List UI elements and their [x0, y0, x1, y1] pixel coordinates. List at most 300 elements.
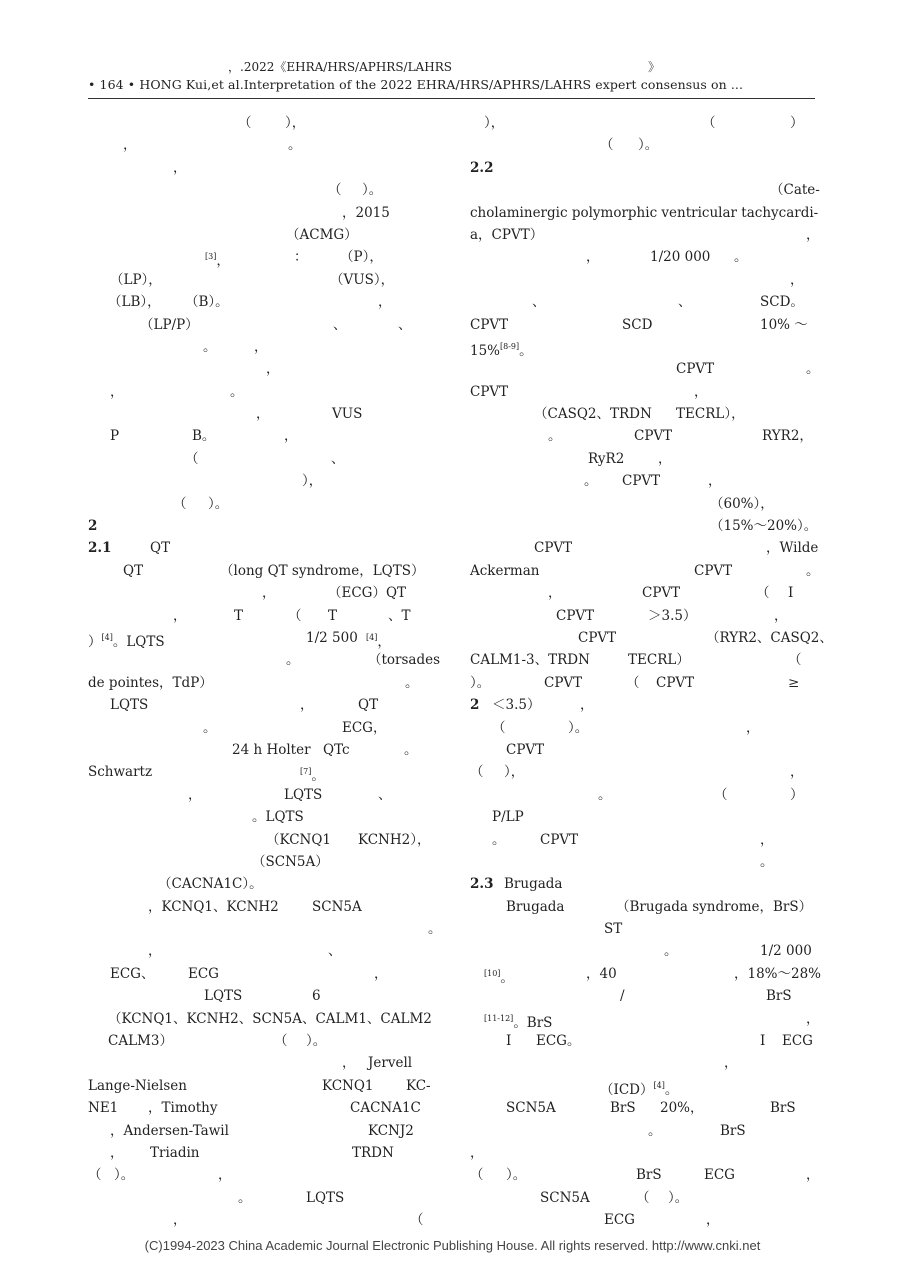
text-line	[88, 582, 436, 604]
text-line	[88, 649, 441, 671]
text-fragment: LQTS	[306, 1189, 345, 1206]
text-fragment: ，	[586, 249, 600, 266]
text-line	[88, 985, 436, 1007]
text-fragment: （	[88, 1167, 102, 1184]
text-fragment: ，	[110, 383, 124, 400]
text-fragment: SCD。	[760, 294, 804, 311]
text-fragment: ，	[706, 1212, 720, 1229]
text-line	[470, 761, 815, 783]
text-fragment: ，2015	[342, 204, 390, 221]
text-fragment: ECG。	[536, 1033, 581, 1050]
text-fragment: （torsades	[368, 652, 441, 669]
text-line	[88, 1008, 436, 1030]
text-fragment: QTc	[323, 741, 350, 758]
header-rule	[88, 98, 815, 99]
text-fragment: SCN5A	[312, 898, 362, 915]
text-fragment: （	[788, 652, 802, 669]
text-line	[88, 1120, 436, 1142]
text-fragment: ，	[173, 607, 187, 624]
text-fragment: ，	[300, 697, 314, 714]
text-fragment: BrS	[636, 1167, 662, 1184]
text-fragment: CPVT	[506, 741, 545, 758]
text-fragment: 。	[598, 786, 612, 803]
text-line	[470, 358, 820, 380]
text-fragment: 。	[203, 719, 217, 736]
text-fragment: LQTS	[110, 697, 149, 714]
text-fragment: ，	[374, 965, 388, 982]
text-fragment: 1/2 500	[306, 629, 358, 646]
text-line	[88, 1164, 436, 1186]
text-fragment: TECRL），	[676, 406, 745, 423]
text-fragment: Brugada	[504, 876, 563, 893]
text-fragment: ，	[708, 473, 722, 490]
text-fragment: 、	[678, 294, 692, 311]
text-fragment: ）。	[208, 495, 229, 512]
text-fragment: Jervell	[368, 1055, 413, 1072]
text-fragment: ECG	[188, 965, 219, 982]
text-line	[88, 470, 436, 492]
text-line	[88, 179, 436, 201]
text-line	[88, 672, 436, 694]
text-line	[470, 851, 815, 873]
text-line	[88, 940, 436, 962]
text-fragment: （	[756, 585, 770, 602]
text-fragment: BrS	[770, 1100, 796, 1117]
text-line	[470, 605, 815, 627]
text-fragment: （	[274, 1033, 288, 1050]
text-line	[88, 269, 436, 291]
text-fragment: ，	[342, 1055, 356, 1072]
text-fragment: KCNH2），	[358, 831, 431, 848]
text-fragment: ，	[173, 1212, 187, 1229]
text-line	[470, 582, 815, 604]
text-line	[470, 246, 815, 268]
text-fragment: CPVT	[540, 831, 579, 848]
text-fragment: ，18%～28%	[734, 965, 822, 982]
text-fragment: 。	[288, 137, 302, 154]
text-fragment: （Cate-	[770, 182, 820, 199]
text-fragment: （	[470, 764, 484, 781]
text-fragment: T	[328, 607, 338, 624]
text-fragment: 。	[584, 473, 598, 490]
text-fragment: de pointes，TdP）	[88, 674, 213, 691]
text-fragment: （long QT syndrome，LQTS）	[220, 562, 425, 579]
text-fragment: ）	[790, 786, 804, 803]
text-fragment: LQTS	[284, 786, 323, 803]
text-line	[470, 202, 819, 224]
text-fragment: ，	[110, 1144, 124, 1161]
text-fragment: SCN5A	[540, 1189, 590, 1206]
text-fragment: 、T	[388, 607, 411, 624]
text-fragment: VUS	[332, 406, 363, 423]
text-fragment: ，40	[586, 965, 617, 982]
text-fragment: [10]。	[484, 968, 514, 986]
text-fragment: 。	[734, 249, 748, 266]
text-fragment: Brugada	[506, 898, 565, 915]
text-line	[88, 1052, 436, 1074]
text-fragment: ，	[256, 406, 270, 423]
text-fragment: （	[714, 786, 728, 803]
text-fragment: BrS	[610, 1100, 636, 1117]
text-fragment: I	[788, 585, 794, 602]
text-line	[470, 448, 815, 470]
text-fragment: CALM1-3、TRDN	[470, 652, 590, 669]
text-line	[470, 112, 815, 134]
text-fragment: 、	[333, 316, 347, 333]
text-fragment: QT	[358, 697, 379, 714]
text-line	[470, 896, 815, 918]
text-line	[88, 314, 436, 336]
text-fragment: P/LP	[492, 809, 524, 826]
text-fragment: （VUS），	[330, 271, 395, 288]
text-fragment: ）。	[470, 674, 491, 691]
text-fragment: ，	[148, 943, 162, 960]
text-fragment: ）。	[638, 137, 659, 154]
text-line	[470, 537, 819, 559]
text-fragment: ，KCNQ1、KCNH2	[148, 898, 279, 915]
text-fragment: ECG	[704, 1167, 735, 1184]
text-fragment: CPVT	[694, 562, 733, 579]
text-fragment: 。	[548, 428, 562, 445]
copyright-footer: (C)1994-2023 China Academic Journal Electronic Publishing House. All rights reserved. http://www.cnki.net	[144, 1238, 761, 1253]
text-fragment: （CASQ2、TRDN	[534, 406, 652, 423]
text-fragment: （	[173, 495, 187, 512]
text-fragment: （LP），	[110, 271, 162, 288]
text-line	[88, 829, 436, 851]
text-fragment: ECG，	[342, 719, 387, 736]
text-fragment: I	[506, 1033, 512, 1050]
text-fragment: ，	[266, 361, 280, 378]
text-fragment: KC-	[406, 1077, 431, 1094]
text-line	[470, 1052, 815, 1074]
text-fragment: 15%[8-9]。	[470, 341, 533, 359]
text-line	[470, 649, 815, 671]
text-fragment: 2	[470, 697, 480, 714]
text-line	[470, 918, 815, 940]
text-fragment: Ackerman	[470, 562, 540, 579]
text-fragment: （	[626, 674, 640, 691]
text-fragment: 。	[230, 383, 244, 400]
text-fragment: （SCN5A）	[252, 853, 329, 870]
text-fragment: 。	[405, 674, 419, 691]
text-fragment: BrS	[766, 988, 792, 1005]
text-line	[88, 851, 436, 873]
text-fragment: ，	[746, 719, 760, 736]
text-fragment: （15%～20%）。	[710, 518, 818, 535]
text-fragment: [7]。	[300, 767, 325, 785]
text-fragment: 1/20 000	[650, 249, 711, 266]
text-line	[88, 112, 436, 134]
text-fragment: CPVT	[578, 629, 617, 646]
text-fragment: RYR2，	[762, 428, 813, 445]
text-line	[88, 134, 436, 156]
text-line	[470, 425, 815, 447]
text-line	[470, 314, 815, 336]
text-fragment: 。LQTS	[252, 809, 304, 826]
text-line	[470, 784, 815, 806]
text-fragment: ，Timothy	[148, 1100, 218, 1117]
text-fragment: 2	[88, 518, 98, 535]
text-fragment: 。	[404, 741, 418, 758]
text-fragment: /	[620, 988, 625, 1005]
text-fragment: ）。	[568, 719, 589, 736]
text-fragment: CPVT	[642, 585, 681, 602]
text-line	[470, 381, 815, 403]
text-line	[470, 515, 818, 537]
text-fragment: ，	[218, 1167, 232, 1184]
text-line	[470, 806, 815, 828]
text-line	[88, 784, 436, 806]
text-line	[88, 1209, 436, 1231]
text-line	[88, 448, 436, 470]
text-line	[88, 493, 436, 515]
text-line	[470, 717, 815, 739]
text-fragment: （	[702, 115, 716, 131]
header-cn-right: 》	[648, 60, 661, 74]
text-fragment: T	[234, 607, 244, 624]
text-fragment: ，	[694, 383, 708, 400]
text-fragment: QT	[150, 540, 171, 557]
text-fragment: CPVT	[634, 428, 673, 445]
text-fragment: （	[185, 450, 199, 467]
text-fragment: （ECG）QT	[328, 585, 407, 602]
text-line	[470, 493, 815, 515]
text-fragment: ＞3.5）	[648, 607, 697, 624]
text-line	[470, 1187, 815, 1209]
text-fragment: 10% ～	[760, 316, 808, 333]
text-fragment: ）。	[114, 1167, 135, 1184]
text-fragment: ，	[123, 137, 137, 154]
text-line	[88, 336, 436, 358]
text-fragment: （	[328, 182, 342, 199]
text-fragment: ）。	[668, 1189, 689, 1206]
text-line	[88, 761, 436, 783]
text-fragment: ，	[173, 159, 187, 176]
text-fragment: （KCNQ1、KCNH2、SCN5A、CALM1、CALM2	[108, 1010, 432, 1027]
text-fragment: ），	[504, 764, 525, 781]
text-fragment: ，	[806, 1167, 820, 1184]
text-fragment: BrS	[720, 1122, 746, 1139]
text-line	[470, 336, 815, 358]
text-line	[88, 515, 436, 537]
right-column	[470, 112, 833, 1232]
text-fragment: （B）。	[185, 294, 229, 311]
text-line	[88, 202, 436, 224]
text-fragment: （	[636, 1189, 650, 1206]
text-line	[88, 627, 436, 649]
text-fragment: （60%），	[710, 495, 774, 512]
text-fragment: ），	[285, 115, 306, 131]
text-fragment: TECRL）	[628, 652, 690, 669]
text-fragment: [4]，	[366, 632, 391, 650]
text-fragment: KCNQ1	[322, 1077, 374, 1094]
text-fragment: 。	[428, 921, 442, 938]
text-fragment: ：	[294, 249, 308, 266]
running-header: • 164 • HONG Kui,et al.Interpretation of the 2022 EHRA/HRS/APHRS/LAHRS expert consensus on ...	[88, 77, 744, 92]
text-fragment: Triadin	[150, 1144, 200, 1161]
text-line	[470, 224, 820, 246]
left-column	[88, 112, 442, 1232]
text-line	[470, 269, 815, 291]
text-fragment: 。	[492, 831, 506, 848]
text-fragment: CPVT	[544, 674, 583, 691]
text-fragment: TRDN	[352, 1144, 394, 1161]
text-fragment: （P），	[340, 249, 383, 266]
text-fragment: ，	[284, 428, 298, 445]
text-line	[470, 291, 815, 313]
header-cn-left: ，.2022《EHRA/HRS/APHRS/LAHRS	[228, 60, 452, 74]
text-fragment: ，	[806, 226, 820, 243]
text-fragment: ，Wilde	[766, 540, 819, 557]
text-line	[470, 739, 815, 761]
text-fragment: ）。	[306, 1033, 327, 1050]
text-line	[88, 224, 436, 246]
text-line	[470, 694, 815, 716]
text-fragment: 。	[238, 1189, 252, 1206]
text-fragment: 。	[760, 853, 774, 870]
text-line	[470, 1120, 815, 1142]
text-line	[470, 627, 833, 649]
text-fragment: ECG	[782, 1033, 813, 1050]
text-line	[470, 1097, 815, 1119]
text-line	[470, 1164, 820, 1186]
text-line	[470, 470, 815, 492]
text-line	[88, 1075, 436, 1097]
text-line	[88, 717, 436, 739]
text-fragment: cholaminergic polymorphic ventricular tachycardi-	[470, 204, 819, 221]
text-fragment: ）[4]。LQTS	[88, 632, 165, 650]
text-fragment: P	[110, 428, 120, 445]
text-fragment: ），	[302, 473, 323, 490]
text-line	[470, 829, 815, 851]
text-line	[470, 1008, 820, 1031]
text-fragment: [11-12]。BrS	[484, 1013, 553, 1031]
text-fragment: Lange-Nielsen	[88, 1077, 187, 1094]
text-fragment: （ACMG）	[286, 226, 358, 243]
text-fragment: 、	[331, 450, 345, 467]
text-fragment: 、	[328, 943, 342, 960]
text-fragment: ，	[806, 1010, 820, 1027]
text-fragment: （	[470, 1167, 484, 1184]
text-line	[88, 358, 436, 380]
text-fragment: 2.2	[470, 159, 494, 176]
text-fragment: （LP/P）	[140, 316, 199, 333]
text-line	[88, 963, 436, 985]
text-fragment: ，	[790, 271, 804, 288]
text-fragment: （KCNQ1	[266, 831, 332, 848]
text-fragment: CPVT	[470, 316, 509, 333]
text-fragment: （LB），	[108, 294, 161, 311]
text-fragment: 2.1	[88, 540, 112, 557]
text-fragment: ）	[790, 115, 804, 131]
text-fragment: ，	[254, 338, 268, 355]
text-fragment: CPVT	[656, 674, 695, 691]
text-fragment: QT	[123, 562, 144, 579]
text-fragment: （Brugada syndrome，BrS）	[616, 898, 813, 915]
text-line	[470, 940, 815, 962]
text-fragment: 。	[203, 338, 217, 355]
text-fragment: （	[238, 115, 252, 131]
text-fragment: ECG	[604, 1212, 635, 1229]
text-line	[470, 134, 815, 156]
text-line	[470, 1075, 815, 1097]
text-fragment: KCNJ2	[368, 1122, 414, 1139]
text-fragment: CPVT	[676, 361, 715, 378]
text-fragment: CALM3）	[108, 1033, 173, 1050]
text-fragment: I	[760, 1033, 766, 1050]
text-line	[88, 873, 436, 895]
text-fragment: B。	[192, 428, 216, 445]
text-fragment: 2.3	[470, 876, 494, 893]
text-line	[88, 694, 436, 716]
text-fragment: RyR2	[588, 450, 625, 467]
text-line	[470, 1030, 815, 1052]
text-fragment: ，Andersen-Tawil	[110, 1122, 229, 1139]
text-line	[88, 291, 436, 313]
text-fragment: 24 h Holter	[232, 741, 311, 758]
text-fragment: CPVT	[556, 607, 595, 624]
text-fragment: CACNA1C	[350, 1100, 421, 1117]
text-fragment: SCN5A	[506, 1100, 556, 1117]
text-fragment: 1/2 000	[760, 943, 812, 960]
text-line	[88, 425, 436, 447]
text-fragment: [3]，	[205, 252, 230, 270]
text-line	[470, 672, 815, 694]
text-line	[88, 1142, 436, 1164]
text-fragment: ，	[724, 1055, 738, 1072]
text-fragment: NE1	[88, 1100, 119, 1117]
text-fragment: ，	[548, 585, 562, 602]
text-fragment: ，	[188, 786, 202, 803]
text-line	[88, 537, 436, 559]
text-line	[470, 403, 815, 425]
text-line	[88, 1030, 436, 1052]
text-line	[88, 1097, 436, 1119]
text-line	[88, 381, 436, 403]
text-fragment: ECG、	[110, 965, 155, 982]
text-fragment: 。	[806, 562, 820, 579]
text-line	[88, 739, 436, 761]
text-fragment: 、	[398, 316, 412, 333]
text-fragment: （	[600, 137, 614, 154]
text-fragment: （	[492, 719, 506, 736]
text-line	[88, 560, 436, 582]
text-fragment: （RYR2、CASQ2、	[706, 629, 833, 646]
text-fragment: 。	[648, 1122, 662, 1139]
text-line	[470, 1142, 815, 1164]
text-fragment: ，	[378, 294, 392, 311]
text-line	[88, 896, 436, 918]
text-fragment: ，	[760, 831, 774, 848]
text-fragment: ，	[470, 1144, 484, 1161]
text-fragment: CPVT	[470, 383, 509, 400]
text-fragment: ）。	[506, 1167, 527, 1184]
text-line	[88, 403, 436, 425]
text-line	[470, 157, 815, 179]
text-fragment: 20%，	[660, 1100, 704, 1117]
text-fragment: 、	[532, 294, 546, 311]
text-fragment: ，	[658, 450, 672, 467]
text-line	[470, 873, 815, 895]
text-line	[88, 806, 436, 828]
text-line	[88, 918, 442, 940]
text-line	[88, 1187, 436, 1209]
text-fragment: 6	[312, 988, 321, 1005]
text-fragment: ，	[774, 607, 788, 624]
text-line	[470, 963, 822, 986]
text-line	[470, 1209, 815, 1231]
text-fragment: CPVT	[534, 540, 573, 557]
